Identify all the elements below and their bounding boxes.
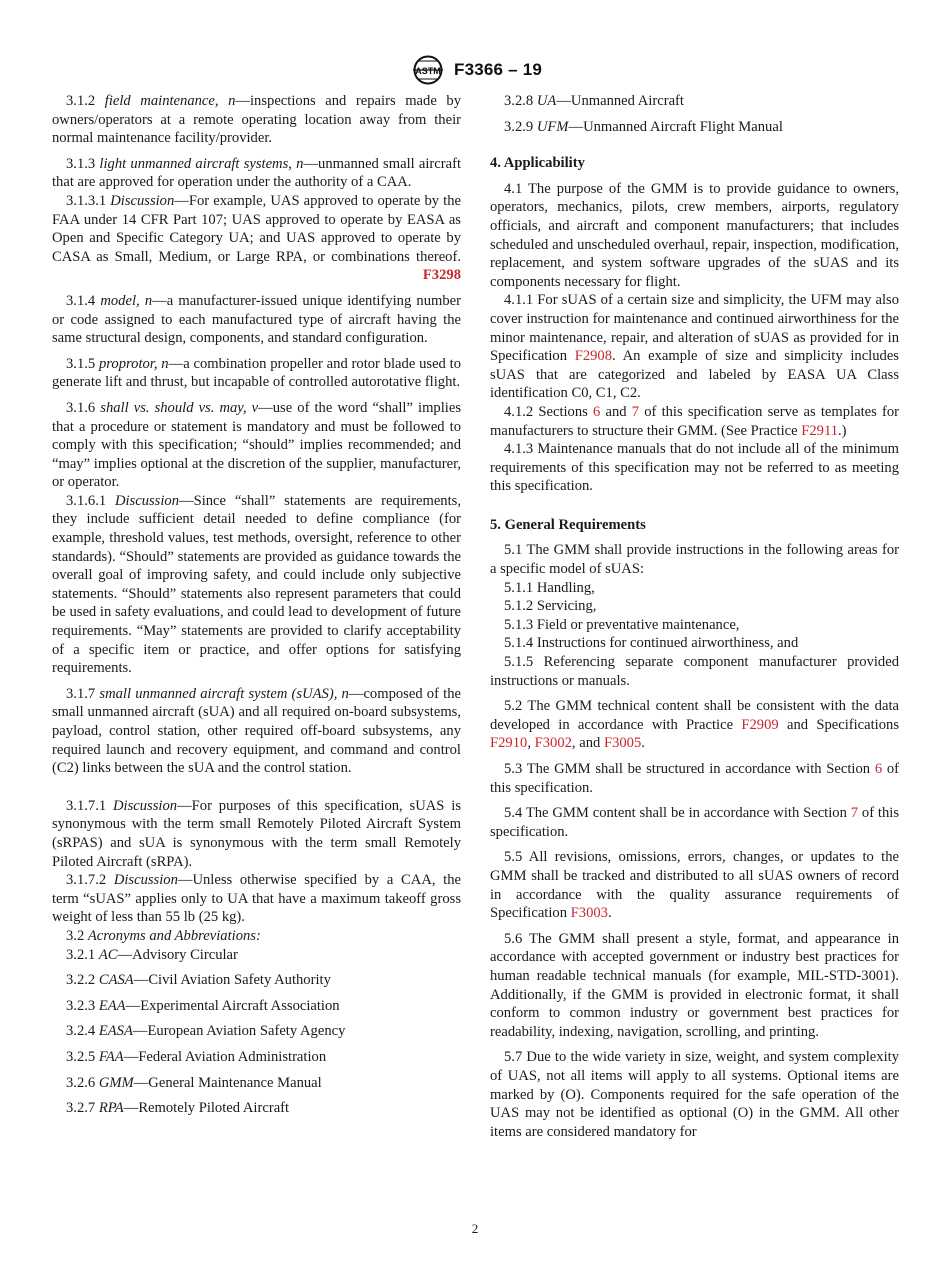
text-run: —a manufacturer-issued unique identifying number or code assigned to each manufactured type of aircraft having the same structural design, components, and standard configuration. bbox=[52, 292, 461, 347]
cross-reference-link[interactable]: F3298 bbox=[422, 267, 461, 284]
list-item bbox=[52, 1048, 461, 1067]
text-run: —Federal Aviation Administration bbox=[123, 1048, 327, 1065]
text-run: —Since “shall” statements are requirements, they include sufficient detail needed to define compliance (for example, threshold values, test methods, oversight, reference to other standards). “Should” statements are provided as guidance towards the overall goal of improving safety, and could include only subjective statements. “Should” statements also represent parameters that could be used in safety evaluations, and could lead to development of future requirements. “May” statements are provided to clarify acceptability of a specific item or practice, and offer options for satisfying requirements. bbox=[52, 492, 461, 677]
text-run: 3.2.7 bbox=[66, 1100, 99, 1117]
defined-term: UFM bbox=[536, 118, 569, 135]
text-run: —Experimental Aircraft Association bbox=[125, 997, 340, 1014]
text-run: 5.7 Due to the wide variety in size, weight, and system complexity of UAS, not all items will apply to all systems. Optional items are marked by (O). Components required for the safe operation of the UAS may not be identified as optional (O) in the GMM. All other items are considered mandatory for bbox=[490, 1049, 899, 1140]
text-run: . bbox=[641, 735, 645, 752]
page-number: 2 bbox=[471, 1221, 479, 1236]
defined-term: Discussion bbox=[114, 492, 179, 509]
paragraph bbox=[490, 1048, 899, 1141]
left-column bbox=[52, 92, 461, 1118]
paragraph bbox=[490, 760, 899, 797]
cross-reference-link[interactable]: 7 bbox=[850, 805, 859, 822]
paragraph bbox=[52, 399, 461, 492]
text-run: 3.2.6 bbox=[66, 1074, 99, 1091]
text-run: 3.1.2 bbox=[66, 93, 105, 109]
paragraph bbox=[52, 92, 461, 148]
cross-reference-link[interactable]: 7 bbox=[631, 403, 640, 420]
text-run: —Advisory Circular bbox=[117, 946, 238, 963]
text-run: 5.1 The GMM shall provide instructions in the following areas for a specific model of sUAS: bbox=[490, 542, 899, 578]
text-run: —For example, UAS approved to operate by the FAA under 14 CFR Part 107; UAS approved to operate by EASA as Open and Specific Category UA; and UAS approved to operate by CASA as Small, Medium, or Large RPA, or combinations thereof. bbox=[52, 192, 461, 265]
paragraph bbox=[490, 697, 899, 753]
list-item bbox=[490, 616, 899, 635]
defined-term: AC bbox=[98, 946, 118, 963]
list-item bbox=[490, 634, 899, 653]
text-run: 5.6 The GMM shall present a style, format, and appearance in accordance with accepted government or industry best practices for human readable technical manuals (for example, MIL-STD-3001). Additionally, if the GMM is provided in electronic format, it shall conform to common industry or government best practices for readability, indexing, navigation, scrolling, and printing. bbox=[490, 930, 899, 1040]
text-run: 3.2.3 bbox=[66, 997, 99, 1014]
paragraph bbox=[490, 541, 899, 578]
text-run: —unmanned small aircraft that are approved for operation under the authority of a CAA. bbox=[52, 155, 462, 191]
list-item bbox=[52, 946, 461, 965]
page-header bbox=[0, 52, 950, 88]
text-run: —Unmanned Aircraft Flight Manual bbox=[568, 118, 783, 135]
list-item bbox=[490, 579, 899, 598]
text-run: 3.1.6 bbox=[66, 399, 101, 416]
text-run: 4.1.3 Maintenance manuals that do not include all of the minimum requirements of this specification may not be referred to as meeting this specification. bbox=[490, 441, 899, 495]
list-item bbox=[490, 597, 899, 616]
defined-term: Acronyms and Abbreviations: bbox=[87, 927, 261, 944]
list-item bbox=[52, 1099, 461, 1118]
text-run: 3.2.2 bbox=[66, 972, 99, 989]
paragraph bbox=[52, 797, 461, 871]
cross-reference-link[interactable]: F2908 bbox=[574, 348, 613, 365]
text-run: 3.1.7 bbox=[66, 685, 100, 702]
section-heading: 5. General Requirements bbox=[490, 516, 646, 533]
text-run: 5.4 The GMM content shall be in accordance with Section bbox=[504, 805, 851, 822]
paragraph bbox=[490, 653, 899, 690]
right-column bbox=[490, 92, 899, 1141]
defined-term: Discussion bbox=[113, 797, 178, 814]
text-run: . An example of size and simplicity includes sUAS that are categorized and labeled by EASA UA Class identification C0, C1, C2. bbox=[490, 348, 899, 402]
paragraph bbox=[52, 292, 461, 348]
text-run: , and bbox=[571, 735, 604, 752]
list-item bbox=[52, 927, 461, 946]
section-heading: 4. Applicability bbox=[490, 155, 585, 172]
text-run: 3.1.3 bbox=[66, 155, 100, 172]
text-run: 3.2.1 bbox=[66, 946, 99, 963]
defined-term: Discussion bbox=[113, 872, 178, 889]
text-run: —For purposes of this specification, sUAS is synonymous with the term small Remotely Piloted Aircraft System (sRPAS) and sUA is synonymous with the term small Remotely Piloted Aircraft (sRPA). bbox=[52, 797, 462, 870]
text-run: 5.1.2 Servicing, bbox=[504, 598, 597, 615]
defined-term: proprotor, n bbox=[98, 355, 169, 372]
paragraph bbox=[52, 355, 461, 392]
cross-reference-link[interactable]: 6 bbox=[874, 761, 883, 777]
text-run: 3.2.5 bbox=[66, 1048, 99, 1065]
text-run: and bbox=[600, 403, 632, 420]
text-run: 4.1 The purpose of the GMM is to provide guidance to owners, operators, mechanics, pilots, crew members, airports, regulatory officials, and aircraft and component manufacturers; that includes scheduled and unscheduled overhaul, repair, inspection, modification, replacement, and system software upgrades of the sUAS and its components necessary for flight. bbox=[490, 180, 899, 290]
text-run: —Unless otherwise specified by a CAA, the term “sUAS” applies only to UA that have a maximum takeoff gross weight of less than 55 lb (25 kg). bbox=[52, 872, 462, 926]
text-run: —a combination propeller and rotor blade used to generate lift and thrust, but incapable of controlled autorotative flight. bbox=[52, 355, 461, 391]
list-item bbox=[52, 997, 461, 1016]
list-item bbox=[490, 92, 899, 111]
paragraph bbox=[490, 848, 899, 922]
paragraph bbox=[490, 403, 899, 440]
text-run: , bbox=[527, 735, 535, 752]
defined-term: small unmanned aircraft system (sUAS), n bbox=[99, 685, 349, 702]
document-designation: F3366 – 19 bbox=[453, 59, 542, 79]
defined-term: shall vs. should vs. may, v bbox=[100, 399, 259, 416]
defined-term: EAA bbox=[98, 997, 126, 1014]
text-run: 5.2 The GMM technical content shall be consistent with the data developed in accordance with Practice bbox=[490, 698, 899, 733]
defined-term: UA bbox=[536, 93, 557, 109]
list-item bbox=[52, 1022, 461, 1041]
text-run: 4.1.1 For sUAS of a certain size and simplicity, the UFM may also cover instruction for maintenance and continued airworthiness for the minor maintenance, repair, and alteration of sUAS as provided for in Specification bbox=[490, 292, 899, 365]
text-run: 3.2.9 bbox=[504, 118, 537, 135]
text-run: 5.1.1 Handling, bbox=[504, 579, 595, 596]
text-run: 3.1.3.1 bbox=[66, 192, 111, 209]
text-run: 3.1.5 bbox=[66, 355, 99, 372]
defined-term: model, n bbox=[100, 292, 153, 309]
text-run: and Specifications bbox=[778, 716, 900, 733]
paragraph bbox=[52, 871, 461, 927]
paragraph bbox=[490, 180, 899, 292]
cross-reference-link[interactable]: F3005 bbox=[603, 735, 642, 752]
cross-reference-link[interactable]: F2909 bbox=[741, 716, 779, 733]
text-run: 3.2.4 bbox=[66, 1023, 99, 1040]
cross-reference-link[interactable]: F3002 bbox=[534, 735, 572, 752]
text-run: —use of the word “shall” implies that a procedure or statement is mandatory and must be followed to comply with this specification; “should” implies recommended; and “may” implies optional at the discretion of the supplier, manufacturer, or operator. bbox=[52, 399, 461, 491]
list-item bbox=[52, 971, 461, 990]
text-run: 5.1.4 Instructions for continued airworthiness, and bbox=[504, 635, 799, 652]
astm-logo-icon bbox=[408, 53, 448, 87]
defined-term: CASA bbox=[98, 972, 134, 989]
text-run: of this specification. bbox=[490, 761, 899, 796]
text-run: 3.1.7.1 bbox=[66, 797, 113, 814]
paragraph bbox=[52, 685, 461, 778]
text-run: .) bbox=[838, 422, 847, 439]
defined-term: GMM bbox=[98, 1074, 134, 1091]
text-run: 3.1.4 bbox=[66, 292, 101, 309]
text-run: —European Aviation Safety Agency bbox=[132, 1023, 346, 1040]
paragraph bbox=[490, 291, 899, 403]
cross-reference-link[interactable]: F2910 bbox=[490, 735, 528, 752]
paragraph bbox=[490, 440, 899, 496]
cross-reference-link[interactable]: F3003 bbox=[570, 905, 608, 922]
paragraph bbox=[52, 155, 461, 192]
text-run: 3.2 bbox=[66, 927, 88, 944]
text-run: of this specification serve as templates for manufacturers to structure their GMM. (See Practice bbox=[490, 403, 899, 439]
paragraph bbox=[52, 492, 461, 678]
text-run: 3.2.8 bbox=[504, 93, 537, 109]
text-run: —inspections and repairs made by owners/operators at a remote operating location away from their normal maintenance facility/provider. bbox=[52, 93, 461, 147]
text-run: 5.5 All revisions, omissions, errors, changes, or updates to the GMM shall be tracked and distributed to all sUAS owners of record in accordance with the quality assurance requirements of Specification bbox=[490, 849, 899, 922]
defined-term: light unmanned aircraft systems, n bbox=[99, 155, 304, 172]
text-run: —composed of the small unmanned aircraft (sUA) and all required on-board subsystems, payload, control station, other required off-board subsystems, any required launch and recovery equipment, and command and control (C2) links between the sUA and the control station. bbox=[52, 685, 461, 777]
text-run: —Remotely Piloted Aircraft bbox=[123, 1100, 290, 1117]
text-run: . bbox=[607, 905, 612, 922]
text-run: —Unmanned Aircraft bbox=[556, 93, 684, 109]
text-run: 3.1.6.1 bbox=[66, 492, 115, 509]
text-run: 5.1.3 Field or preventative maintenance, bbox=[504, 616, 740, 633]
defined-term: FAA bbox=[98, 1048, 124, 1065]
text-run: 4.1.2 Sections bbox=[504, 403, 594, 420]
paragraph bbox=[52, 192, 461, 285]
defined-term: Discussion bbox=[110, 192, 175, 209]
text-run: 5.3 The GMM shall be structured in accordance with Section bbox=[504, 761, 875, 777]
text-run: —Civil Aviation Safety Authority bbox=[133, 972, 331, 989]
defined-term: RPA bbox=[98, 1100, 124, 1117]
cross-reference-link[interactable]: F2911 bbox=[801, 422, 838, 439]
list-item bbox=[52, 1074, 461, 1093]
list-item bbox=[490, 118, 899, 137]
astm-logo-text: ASTM bbox=[415, 66, 441, 76]
defined-term: EASA bbox=[98, 1023, 133, 1040]
text-run: 5.1.5 Referencing separate component manufacturer provided instructions or manuals. bbox=[490, 654, 899, 689]
paragraph bbox=[490, 804, 899, 841]
defined-term: field maintenance, n bbox=[104, 93, 236, 109]
text-run: —General Maintenance Manual bbox=[133, 1074, 322, 1091]
text-run: of this specification. bbox=[490, 805, 899, 840]
paragraph bbox=[490, 930, 899, 1042]
cross-reference-link[interactable]: 6 bbox=[593, 403, 601, 420]
text-run: 3.1.7.2 bbox=[66, 872, 114, 889]
